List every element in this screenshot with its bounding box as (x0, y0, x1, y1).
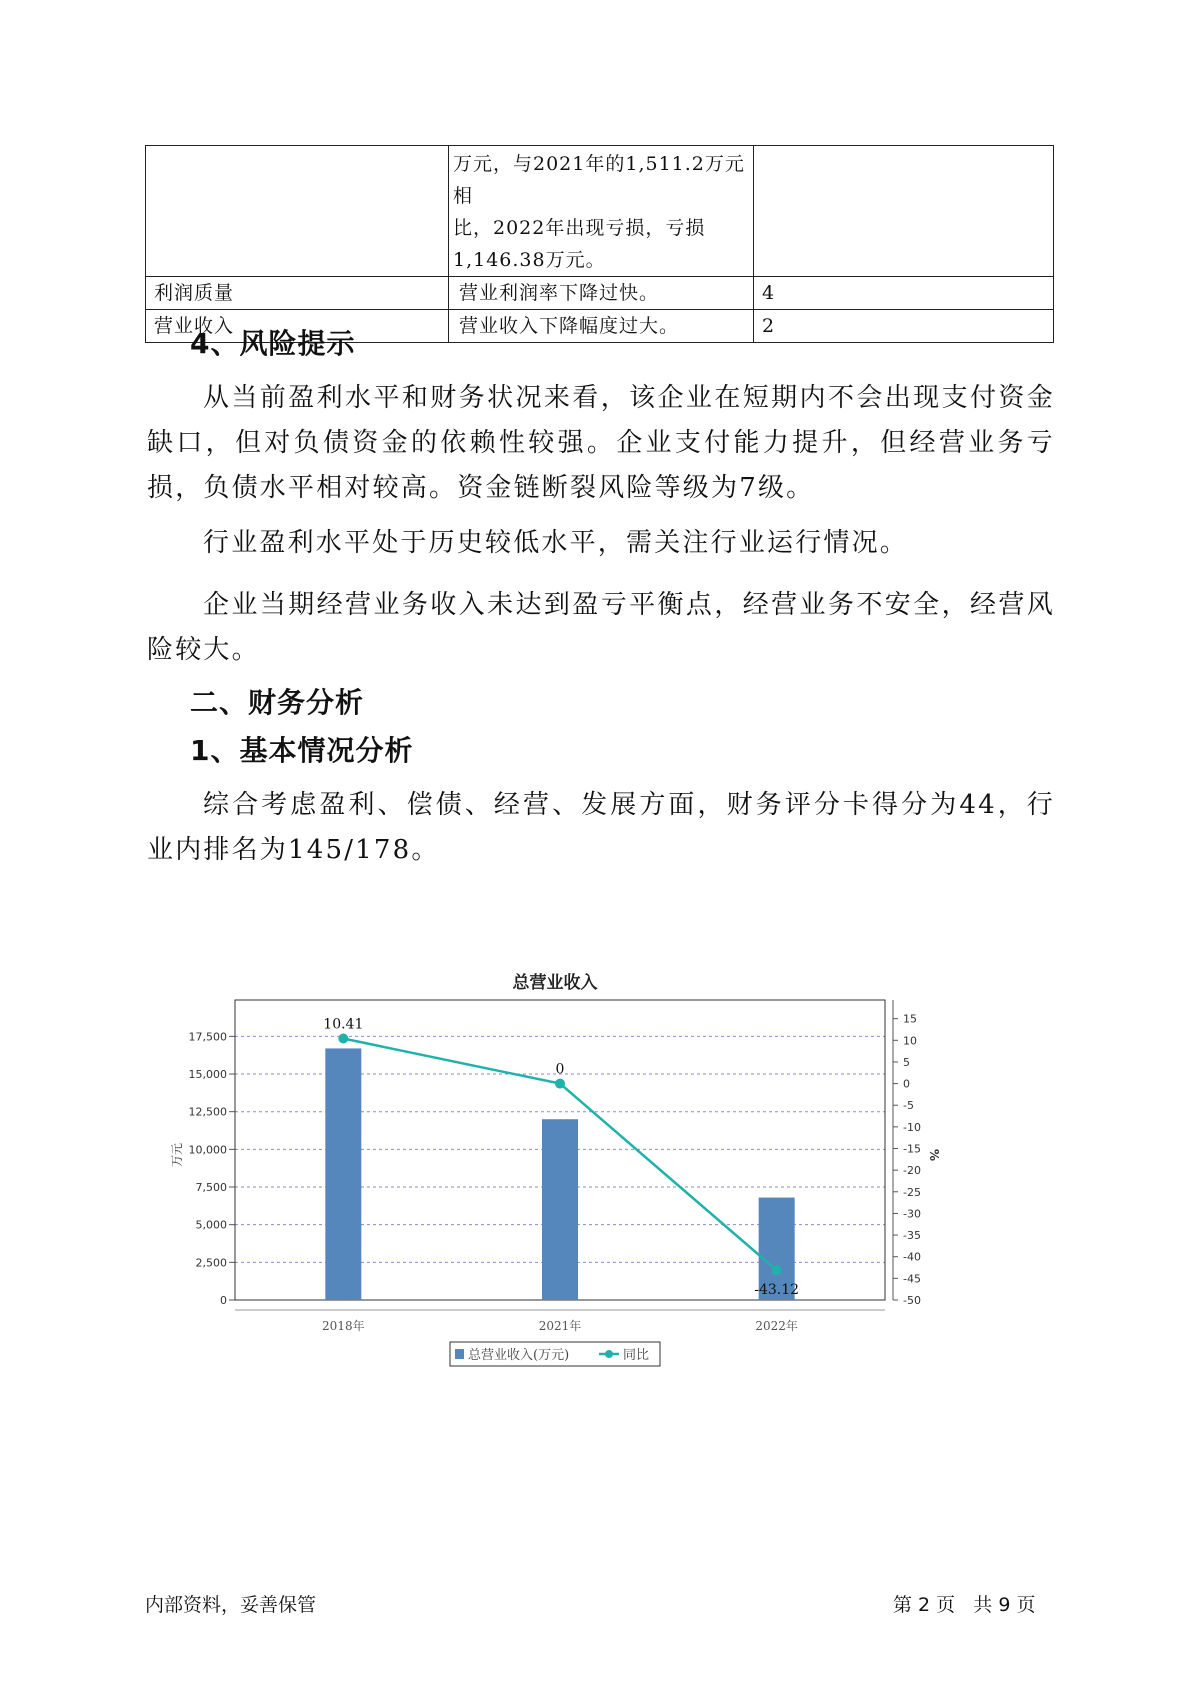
yoy-point (338, 1034, 348, 1044)
y2-axis-tick-label: 5 (903, 1055, 910, 1069)
y2-axis-tick-label: -5 (903, 1099, 914, 1113)
footer-right: 第 2 页 共 9 页 (893, 1594, 1036, 1616)
risk-paragraph-1: 从当前盈利水平和财务状况来看，该企业在短期内不会出现支付资金缺口，但对负债资金的依赖性较强。企业支付能力提升，但经营业务亏损，负债水平相对较高。资金链断裂风险等级为7级。 (147, 383, 1055, 503)
yoy-data-label: -43.12 (754, 1282, 800, 1299)
y2-axis-tick-label: -15 (903, 1142, 921, 1156)
risk-paragraph-2: 行业盈利水平处于历史较低水平，需关注行业运行情况。 (203, 528, 909, 558)
finance-heading: 二、财务分析 (190, 686, 365, 719)
risk-description-line: 万元，与2021年的1,511.2万元相 (453, 153, 745, 207)
y2-axis-tick-label: -50 (903, 1294, 921, 1307)
yoy-data-label: 0 (555, 1061, 565, 1078)
legend-bar-swatch (455, 1349, 464, 1359)
chart-title: 总营业收入 (512, 973, 598, 993)
legend-bar-label: 总营业收入(万元) (468, 1348, 570, 1363)
revenue-bar (542, 1119, 578, 1300)
risk-description-cell (449, 277, 754, 310)
risk-level-cell (754, 146, 1054, 277)
y2-axis-tick-label: -45 (903, 1272, 921, 1286)
y2-axis-tick-label: -20 (903, 1164, 921, 1178)
risk-level-cell: 4 (754, 277, 1054, 310)
risk-description-cell (449, 146, 754, 277)
yoy-point (772, 1265, 782, 1275)
y2-axis-tick-label: -25 (903, 1185, 921, 1199)
y-axis-tick-label: 2,500 (195, 1256, 227, 1270)
risk-level-cell: 2 (754, 310, 1054, 343)
x-axis-tick-label: 2022年 (755, 1319, 798, 1333)
risk-description-line: 营业利润率下降过快。 (459, 282, 660, 304)
y2-axis-label: % (927, 1148, 941, 1162)
y2-axis-tick-label: -10 (903, 1120, 921, 1134)
yoy-data-label: 10.41 (323, 1016, 364, 1033)
basic-analysis-heading: 1、基本情况分析 (190, 734, 414, 767)
y-axis-tick-label: 15,000 (188, 1068, 227, 1082)
y2-axis-tick-label: -40 (903, 1250, 921, 1264)
risk-item-cell: 利润质量 (146, 277, 449, 310)
y-axis-tick-label: 7,500 (195, 1181, 227, 1195)
table-row (146, 277, 1054, 310)
y2-axis-tick-label: 0 (903, 1077, 910, 1091)
risk-table (145, 145, 1054, 343)
x-axis-tick-label: 2021年 (538, 1319, 582, 1333)
revenue-chart (170, 960, 1035, 1420)
table-row (146, 146, 1054, 277)
basic-analysis-paragraph: 综合考虑盈利、偿债、经营、发展方面，财务评分卡得分为44，行业内排名为145/178。 (147, 790, 1055, 865)
y-axis-tick-label: 10,000 (188, 1143, 227, 1157)
y2-axis-tick-label: 15 (903, 1012, 917, 1026)
legend-line-label: 同比 (623, 1348, 650, 1363)
risk-description-line: 比，2022年出现亏损，亏损 (453, 217, 706, 239)
risk-description-line: 营业收入下降幅度过大。 (459, 315, 680, 337)
legend-line-marker (605, 1350, 613, 1358)
y-axis-label: 万元 (170, 1142, 184, 1168)
y2-axis-tick-label: -30 (903, 1207, 921, 1221)
y-axis-tick-label: 5,000 (195, 1218, 227, 1232)
risk-item-cell: 营业收入 (146, 310, 449, 343)
yoy-point (555, 1079, 565, 1089)
risk-item-cell (146, 146, 449, 277)
risk-description-line: 1,146.38万元。 (453, 249, 606, 271)
y-axis-tick-label: 17,500 (188, 1030, 227, 1044)
revenue-bar (325, 1048, 361, 1300)
footer-left: 内部资料，妥善保管 (145, 1594, 317, 1616)
y2-axis-tick-label: 10 (903, 1034, 917, 1048)
y2-axis-tick-label: -35 (903, 1229, 921, 1243)
x-axis-tick-label: 2018年 (322, 1319, 365, 1333)
risk-description-cell (449, 310, 754, 343)
y-axis-tick-label: 0 (220, 1294, 227, 1307)
y-axis-tick-label: 12,500 (188, 1105, 227, 1119)
risk-paragraph-3: 企业当期经营业务收入未达到盈亏平衡点，经营业务不安全，经营风险较大。 (147, 590, 1055, 665)
risk-heading: 4、风险提示 (190, 327, 356, 360)
